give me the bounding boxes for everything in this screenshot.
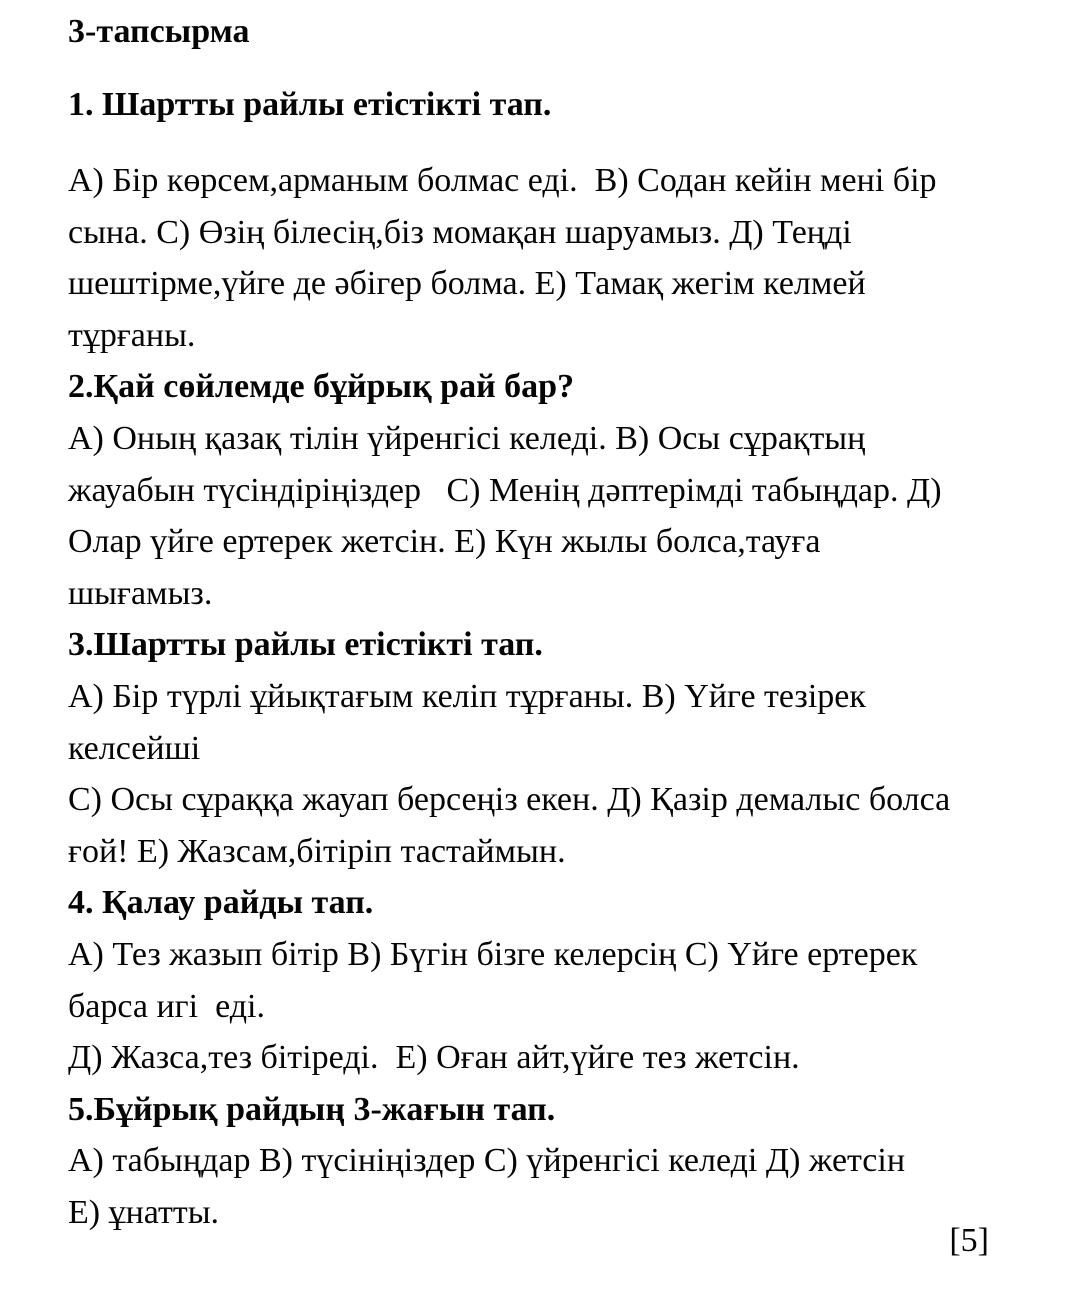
- question-1-heading: 1. Шартты райлы етістікті тап.: [68, 86, 552, 123]
- question-1: [68, 155, 989, 361]
- question-1-line: сына. С) Өзің білесің,біз момақан шаруамыз. Д) Теңді: [68, 213, 852, 251]
- question-4-line: Д) Жазса,тез бітіреді. Е) Оған айт,үйге тез жетсін.: [68, 1039, 800, 1077]
- question-1-line: шештірме,үйге де әбігер болма. Е) Тамақ жегім келмей: [68, 265, 866, 303]
- question-3-line: С) Осы сұраққа жауап берсеңіз екен. Д) Қазір демалыс болса: [68, 781, 951, 819]
- question-3-line: келсейші: [68, 729, 201, 767]
- question-5-heading: 5.Бұйрық райдың 3-жағын тап.: [68, 1090, 556, 1128]
- question-2: [68, 361, 989, 619]
- question-2-line: А) Оның қазақ тілін үйренгісі келеді. В) Осы сұрақтың: [68, 419, 866, 457]
- question-2-line: жауабын түсіндіріңіздер С) Менің дәптерімді табыңдар. Д): [68, 471, 942, 509]
- question-2-line: шығамыз.: [68, 574, 213, 612]
- question-3-line: А) Бір түрлі ұйықтағым келіп тұрғаны. В) Үйге тезірек: [68, 677, 866, 715]
- question-5-line: Е) ұнатты.: [68, 1193, 220, 1231]
- question-4-line: барса игі еді.: [68, 987, 265, 1025]
- score-marker: [5]: [949, 1222, 989, 1259]
- document-body: [68, 155, 989, 1238]
- question-1-line: тұрғаны.: [68, 316, 196, 354]
- task-title: 3-тапсырма: [68, 13, 250, 50]
- question-3-line: ғой! Е) Жазсам,бітіріп тастаймын.: [68, 832, 566, 870]
- question-4: [68, 877, 989, 1083]
- question-3: [68, 619, 989, 877]
- question-5-line: А) табыңдар В) түсініңіздер С) үйренгісі келеді Д) жетсін: [68, 1142, 906, 1180]
- question-4-heading: 4. Қалау райды тап.: [68, 884, 374, 922]
- question-4-line: А) Тез жазып бітір В) Бүгін бізге келерсің С) Үйге ертерек: [68, 935, 918, 973]
- question-2-heading: 2.Қай сөйлемде бұйрық рай бар?: [68, 368, 575, 406]
- question-1-line: А) Бір көрсем,арманым болмас еді. В) Содан кейін мені бір: [68, 162, 937, 199]
- question-5: [68, 1084, 989, 1239]
- question-3-heading: 3.Шартты райлы етістікті тап.: [68, 626, 543, 664]
- question-2-line: Олар үйге ертерек жетсін. Е) Күн жылы болса,тауға: [68, 523, 821, 561]
